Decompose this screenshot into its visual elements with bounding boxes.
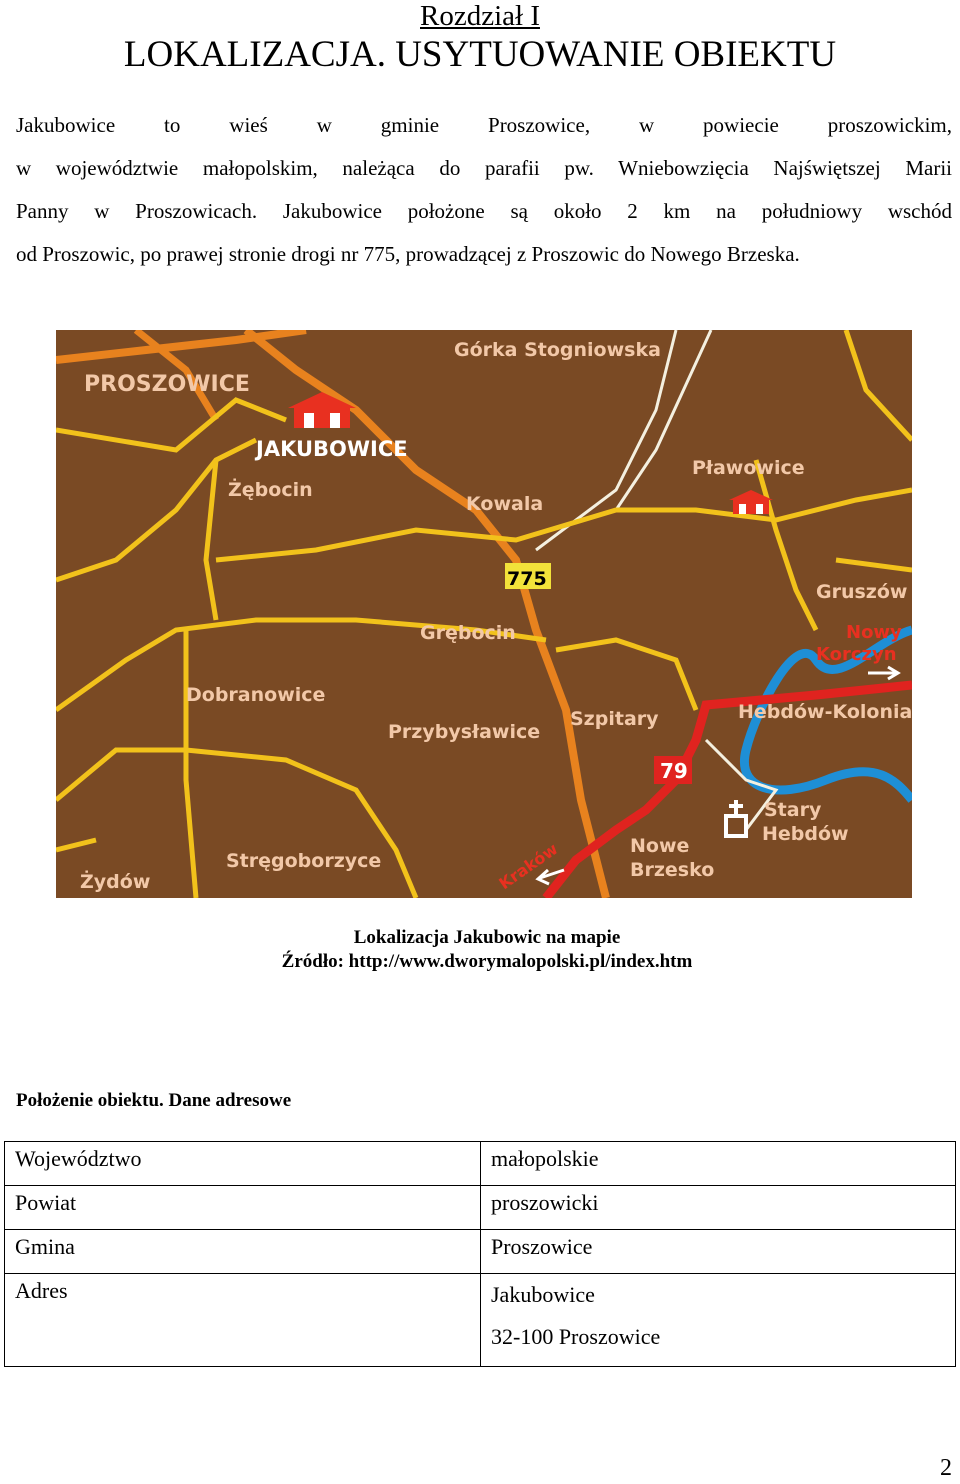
map-caption-title: Lokalizacja Jakubowic na mapie <box>353 927 621 948</box>
map-label: Żębocin <box>228 479 313 501</box>
map-label: Górka Stogniowska <box>454 339 661 361</box>
address-line: Jakubowice <box>491 1282 595 1307</box>
paragraph-line: Panny w Proszowicach. Jakubowice położone są około 2 km na południowy wschód <box>16 199 952 223</box>
location-map <box>56 330 912 898</box>
table-cell-value: proszowicki <box>481 1186 956 1230</box>
road-79-label: 79 <box>660 759 688 783</box>
road-775-label: 775 <box>507 568 547 590</box>
table-cell-key: Adres <box>5 1274 481 1367</box>
table-cell-value: Proszowice <box>481 1230 956 1274</box>
map-label: Hebdów-Kolonia <box>738 701 912 723</box>
map-label: Brzesko <box>630 859 715 881</box>
map-label: Nowe <box>630 835 690 857</box>
table-row <box>5 1230 956 1274</box>
table-row <box>5 1186 956 1230</box>
map-label: Dobranowice <box>186 684 326 706</box>
table-cell-key: Gmina <box>5 1230 481 1274</box>
intro-paragraph <box>16 104 952 276</box>
map-label: PROSZOWICE <box>84 372 250 397</box>
map-caption-source: Źródło: http://www.dworymalopolski.pl/index.htm <box>281 951 693 972</box>
paragraph-line: w województwie małopolskim, należąca do parafii pw. Wniebowzięcia Najświętszej Marii <box>16 156 952 180</box>
paragraph-line: Jakubowice to wieś w gminie Proszowice, w powiecie proszowickim, <box>16 113 952 137</box>
map-label: JAKUBOWICE <box>256 437 408 461</box>
map-label: Kraków <box>495 839 562 894</box>
map-label: Stary <box>764 799 822 821</box>
map-label: Gruszów <box>816 581 908 603</box>
table-row <box>5 1274 956 1367</box>
table-row <box>5 1142 956 1186</box>
address-table <box>4 1141 956 1367</box>
map-label: Hebdów <box>762 823 849 845</box>
map-label: Nowy <box>846 622 902 643</box>
page-number: 2 <box>940 1455 952 1481</box>
map-label: Stręgoborzyce <box>226 850 382 872</box>
page-title: LOKALIZACJA. USYTUOWANIE OBIEKTU <box>123 34 837 75</box>
map-svg <box>56 330 912 898</box>
section-title: Położenie obiektu. Dane adresowe <box>16 1090 292 1111</box>
map-label: Pławowice <box>692 457 805 479</box>
chapter-heading: Rozdział I <box>420 0 540 32</box>
map-label: Żydów <box>80 871 151 893</box>
map-label: Grębocin <box>420 622 516 644</box>
table-cell-value: małopolskie <box>481 1142 956 1186</box>
map-label: Korczyn <box>816 644 897 665</box>
map-label: Kowala <box>466 493 544 515</box>
address-line: 32-100 Proszowice <box>491 1324 661 1349</box>
map-label: Szpitary <box>570 708 659 730</box>
table-cell-key: Powiat <box>5 1186 481 1230</box>
table-cell-key: Województwo <box>5 1142 481 1186</box>
map-label: Przybysławice <box>388 721 541 743</box>
paragraph-line: od Proszowic, po prawej stronie drogi nr 775, prowadzącej z Proszowic do Nowego Brzeska. <box>16 242 800 266</box>
table-cell-value <box>481 1274 956 1367</box>
